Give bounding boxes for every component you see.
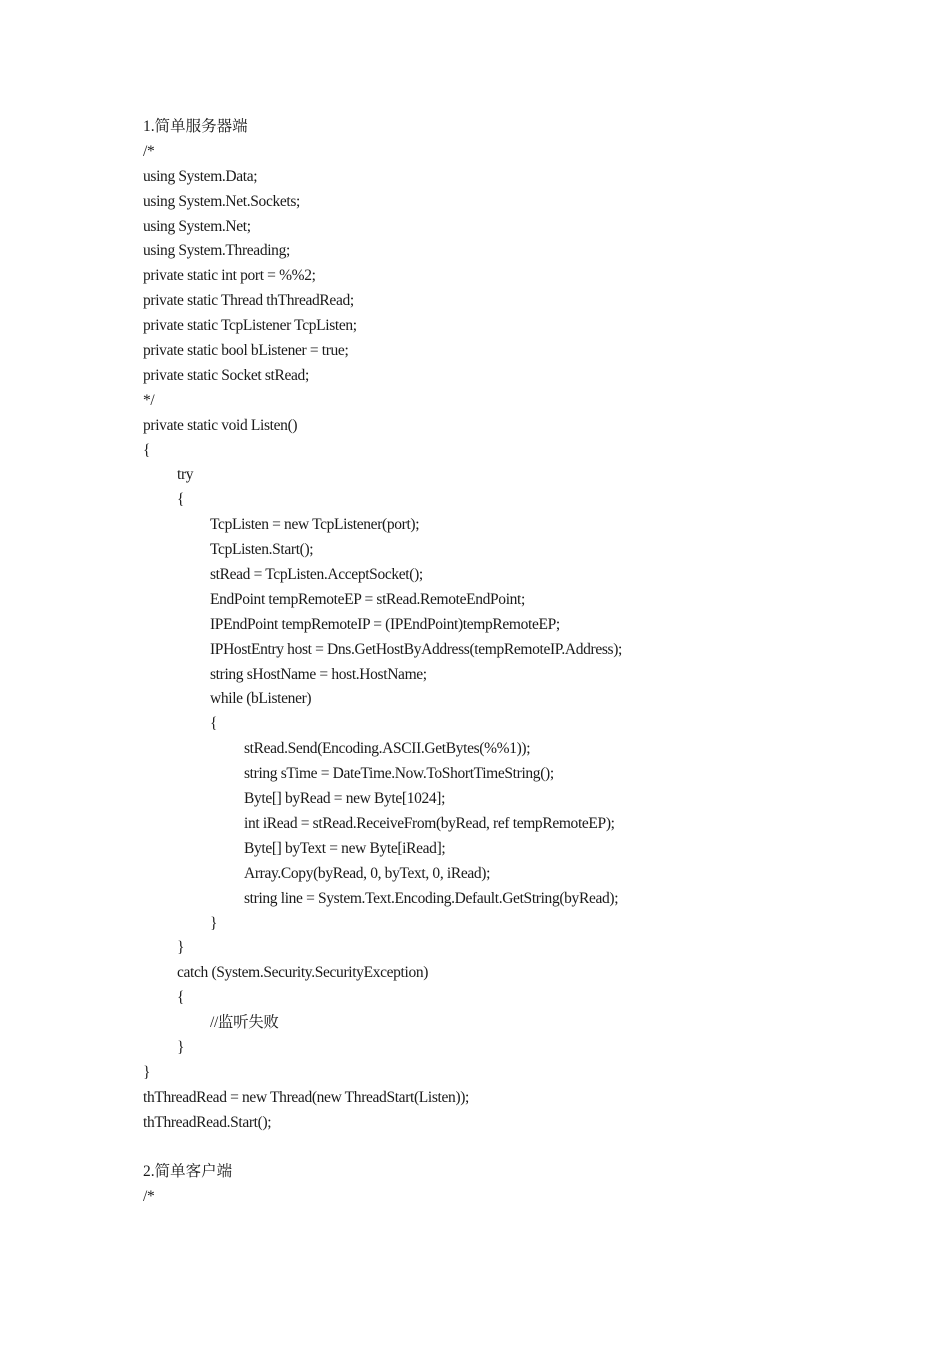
code-line: using System.Threading; [143,242,290,260]
code-line: EndPoint tempRemoteEP = stRead.RemoteEndPoint; [210,590,525,608]
code-line: { [177,491,185,509]
code-line: Byte[] byRead = new Byte[1024]; [244,790,446,808]
code-line: using System.Net.Sockets; [143,192,301,210]
code-line: thThreadRead.Start(); [143,1113,272,1131]
code-line: catch (System.Security.SecurityException) [177,964,429,982]
code-line: { [210,715,218,733]
code-line: private static int port = %%2; [143,267,316,285]
code-line: IPHostEntry host = Dns.GetHostByAddress(tempRemoteIP.Address); [210,640,622,658]
code-line: private static bool bListener = true; [143,342,349,360]
code-line: using System.Net; [143,217,251,235]
code-line: string line = System.Text.Encoding.Default.GetString(byRead); [244,889,619,907]
code-line: IPEndPoint tempRemoteIP = (IPEndPoint)tempRemoteEP; [210,615,560,633]
document-body [143,115,903,1210]
code-line: thThreadRead = new Thread(new ThreadStart(Listen)); [143,1088,470,1106]
code-line: { [177,989,185,1007]
code-line: using System.Data; [143,167,258,185]
code-line: TcpListen = new TcpListener(port); [210,516,420,534]
blank-line [143,1136,903,1161]
code-line: stRead = TcpListen.AcceptSocket(); [210,566,423,584]
code-line: TcpListen.Start(); [210,541,314,559]
code-line: string sHostName = host.HostName; [210,665,427,683]
code-line: } [210,914,218,932]
code-line: private static TcpListener TcpListen; [143,317,357,335]
section-1-code [143,140,903,1136]
code-line: Array.Copy(byRead, 0, byText, 0, iRead); [244,864,491,882]
code-line: private static void Listen() [143,416,298,434]
code-line: } [177,939,185,957]
code-line: { [143,441,151,459]
code-line: try [177,466,194,484]
code-line: } [143,1063,151,1081]
code-line: /* [143,1188,155,1206]
section-2-title: 2.简单客户端 [143,1163,233,1181]
code-line: while (bListener) [210,690,312,708]
code-line: int iRead = stRead.ReceiveFrom(byRead, ref tempRemoteEP); [244,814,615,832]
code-line: private static Thread thThreadRead; [143,292,354,310]
code-line: Byte[] byText = new Byte[iRead]; [244,839,446,857]
code-line: stRead.Send(Encoding.ASCII.GetBytes(%%1)); [244,740,531,758]
code-line: string sTime = DateTime.Now.ToShortTimeString(); [244,765,554,783]
code-line: */ [143,391,155,409]
code-line: /* [143,142,155,160]
section-2-code [143,1185,903,1210]
section-1-title: 1.简单服务器端 [143,118,248,135]
code-line: //监听失败 [210,1014,279,1032]
code-line: } [177,1038,185,1056]
code-line: private static Socket stRead; [143,366,309,384]
